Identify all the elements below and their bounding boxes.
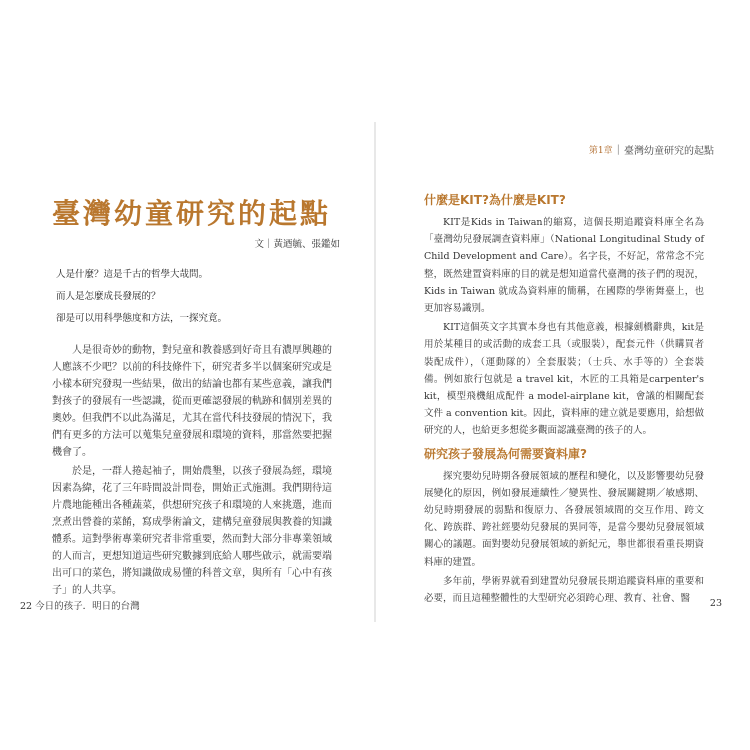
right-page-folio: 23 — [709, 598, 722, 609]
intro-line: 而人是怎麼成長發展的？ — [56, 291, 161, 302]
left-body-text — [52, 342, 332, 601]
header-divider: | — [616, 144, 620, 155]
section-heading: 研究孩子發展為何需要資料庫? — [424, 446, 587, 461]
right-body-text — [424, 192, 704, 609]
book-gutter — [374, 122, 376, 622]
body-paragraph: 人是很奇妙的動物，對兒童和教養感到好奇且有濃厚興趣的人應該不少吧？以前的科技條件下，研究者多半以個案研究或是小樣本研究發現一些結果，做出的結論也都有某些意義，讓我們對孩子的發展有一些認識，從而更確認發展的軌跡和個別差異的奧妙。但我們不以此為滿足，尤其在當代科技發展的情況下，我們有更多的方法可以蒐集兒童發展和環境的資料，那當然要把握機會了。 — [52, 345, 332, 458]
body-paragraph: KIT是Kids in Taiwan的縮寫，這個長期追蹤資料庫全名為「臺灣幼兒發展調查資料庫」（National Longitudinal Study of Child Development and Care）。名字長，不好記，常常念不完整，既然建置資料庫的目的就是想知道當代臺灣的孩子們的現況，Kids in Taiwan 就成為資料庫的簡稱，在國際的學術舞臺上，也更加容易識別。 — [424, 217, 704, 315]
running-header-title: 臺灣幼童研究的起點 — [624, 146, 714, 157]
body-paragraph: KIT這個英文字其實本身也有其他意義，根據劍橋辭典，kit是用於某種目的或活動的成套工具（或服裝），配套元件（供購買者裝配成件），（運動隊的）全套服裝；（士兵、水手等的）全套裝備。例如旅行包就是 a travel kit，木匠的工具箱是carpenter's kit，模型飛機組成配件 a model-airplane kit，會議的相關配套文件 a convention kit。因此，資料庫的建立就是要應用，給想做研究的人，也給更多想從多觀面認識臺灣的孩子的人。 — [424, 322, 704, 437]
intro-line: 人是什麼？這是千古的哲學大哉問。 — [56, 269, 209, 280]
chapter-number: 第1章 — [588, 146, 613, 156]
intro-quote — [56, 264, 346, 330]
running-header — [589, 142, 714, 157]
page-title: 臺灣幼童研究的起點 — [52, 197, 332, 230]
intro-line: 卻是可以用科學態度和方法，一探究竟。 — [56, 313, 228, 324]
body-paragraph: 探究嬰幼兒時期各發展領域的歷程和變化，以及影響嬰幼兒發展變化的原因，例如發展連續性／變異性、發展關鍵期／敏感期、幼兒時期發展的弱點和復原力、各發展領域間的交互作用、跨文化、跨族群、跨社經嬰幼兒發展的異同等，是當今嬰幼兒發展領域關心的議題。面對嬰幼兒發展領域的新紀元，舉世都很看重長期資料庫的建置。 — [424, 470, 704, 568]
body-paragraph: 於是，一群人捲起袖子，開始農墾，以孩子發展為經，環境因素為緯，花了三年時間設計問卷，開始正式施測。我們期待這片農地能種出各種蔬菜，供想研究孩子和環境的人來挑選，進而烹煮出營養的菜餚，寫成學術論文，建構兒童發展與教養的知識體系。這對學術專業研究者非常重要，然而對大部分非專業領域的人而言，更想知道這些研究數據到底給人哪些啟示，就需要端出可口的菜色，將知識做成易懂的科普文章，與所有「心中有孩子」的人共享。 — [52, 466, 332, 596]
byline: 文｜黃迺毓、張鑑如 — [254, 239, 340, 250]
body-paragraph: 多年前，學術界就看到建置幼兒發展長期追蹤資料庫的重要和必要，而且這種整體性的大型研究必須跨心理、教育、社會、醫 — [424, 575, 704, 605]
section-heading: 什麼是KIT?為什麼是KIT? — [424, 193, 566, 207]
left-page-folio: 22 今日的孩子．明日的台灣 — [20, 601, 140, 612]
